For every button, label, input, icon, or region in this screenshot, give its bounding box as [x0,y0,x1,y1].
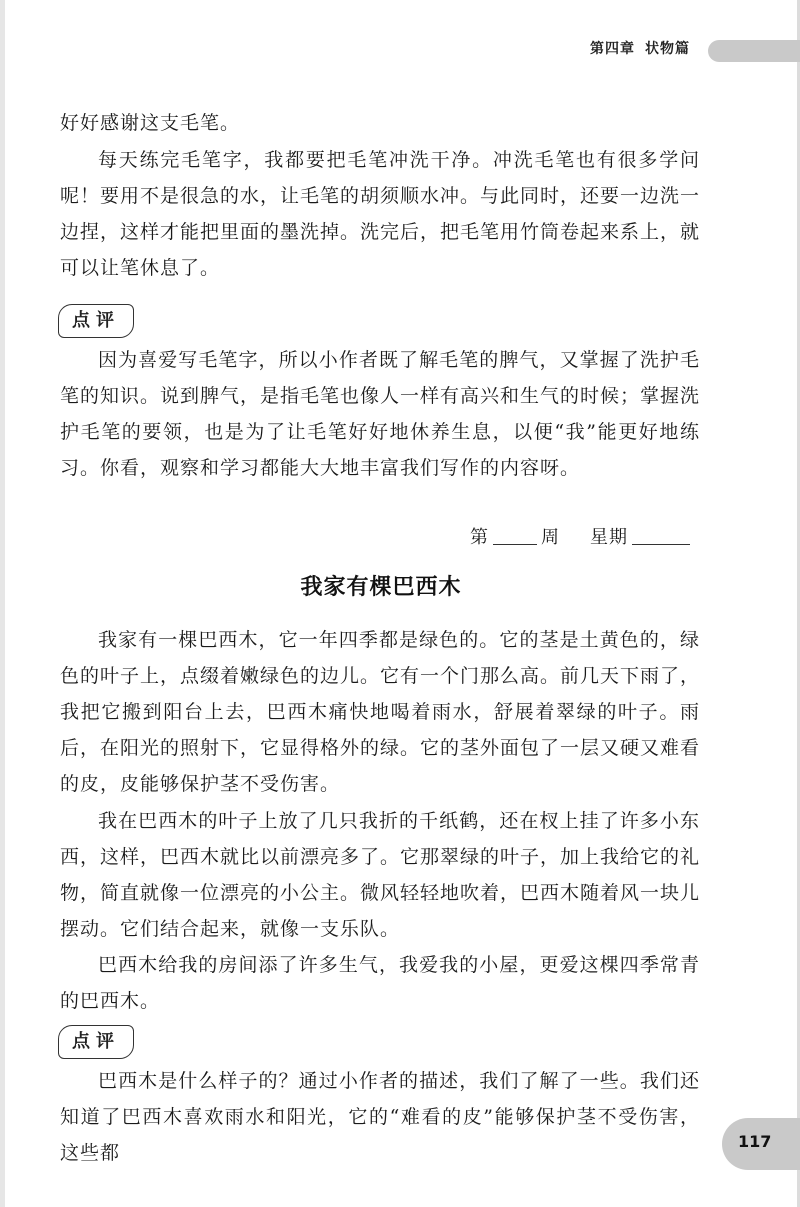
week-fill-line [470,523,690,549]
week-number-blank [493,526,537,545]
running-header [590,38,690,58]
chapter-label: 第四章 [590,41,635,57]
page-edge-left [0,0,5,1207]
comment-badge: 点评 [58,304,134,338]
article-paragraph-2: 我在巴西木的叶子上放了几只我折的千纸鹤，还在杈上挂了许多小东西，这样，巴西木就比以前漂亮多了。它那翠绿的叶子，加上我给它的礼物，简直就像一位漂亮的小公主。微风轻轻地吹着，巴西木随着风一块儿摆动。它们结合起来，就像一支乐队。 [60,810,701,940]
comment-text: 因为喜爱写毛笔字，所以小作者既了解毛笔的脾气，又掌握了洗护毛笔的知识。说到脾气，是指毛笔也像人一样有高兴和生气的时候；掌握洗护毛笔的要领，也是为了让毛笔好好地休养生息，以便“我”能更好地练习。你看，观察和学习都能大大地丰富我们写作的内容呀。 [60,349,701,479]
week-suffix: 周 [541,527,560,548]
week-prefix: 第 [470,527,489,548]
header-tab [708,40,800,62]
weekday-blank [632,526,690,545]
page-number: 117 [738,1132,772,1151]
article-title: 我家有棵巴西木 [300,575,462,600]
comment-badge-2: 点评 [58,1025,134,1059]
section-label: 状物篇 [645,41,690,57]
article-paragraph-1: 我家有一棵巴西木，它一年四季都是绿色的。它的茎是土黄色的，绿色的叶子上，点缀着嫩绿色的边儿。它有一个门那么高。前几天下雨了，我把它搬到阳台上去，巴西木痛快地喝着雨水，舒展着翠绿的叶子。雨后，在阳光的照射下，它显得格外的绿。它的茎外面包了一层又硬又难看的皮，皮能够保护茎不受伤害。 [60,629,701,795]
weekday-label: 星期 [590,527,628,548]
paragraph-previous-end: 好好感谢这支毛笔。 [60,112,241,134]
comment-text-2: 巴西木是什么样子的？通过小作者的描述，我们了解了一些。我们还知道了巴西木喜欢雨水和阳光，它的“难看的皮”能够保护茎不受伤害，这些都 [60,1070,700,1164]
article-paragraph-3: 巴西木给我的房间添了许多生气，我爱我的小屋，更爱这棵四季常青的巴西木。 [60,954,700,1012]
paragraph-brush-care: 每天练完毛笔字，我都要把毛笔冲洗干净。冲洗毛笔也有很多学问呢！要用不是很急的水，让毛笔的胡须顺水冲。与此同时，还要一边洗一边捏，这样才能把里面的墨洗掉。洗完后，把毛笔用竹筒卷起来系上，就可以让笔休息了。 [60,149,701,279]
